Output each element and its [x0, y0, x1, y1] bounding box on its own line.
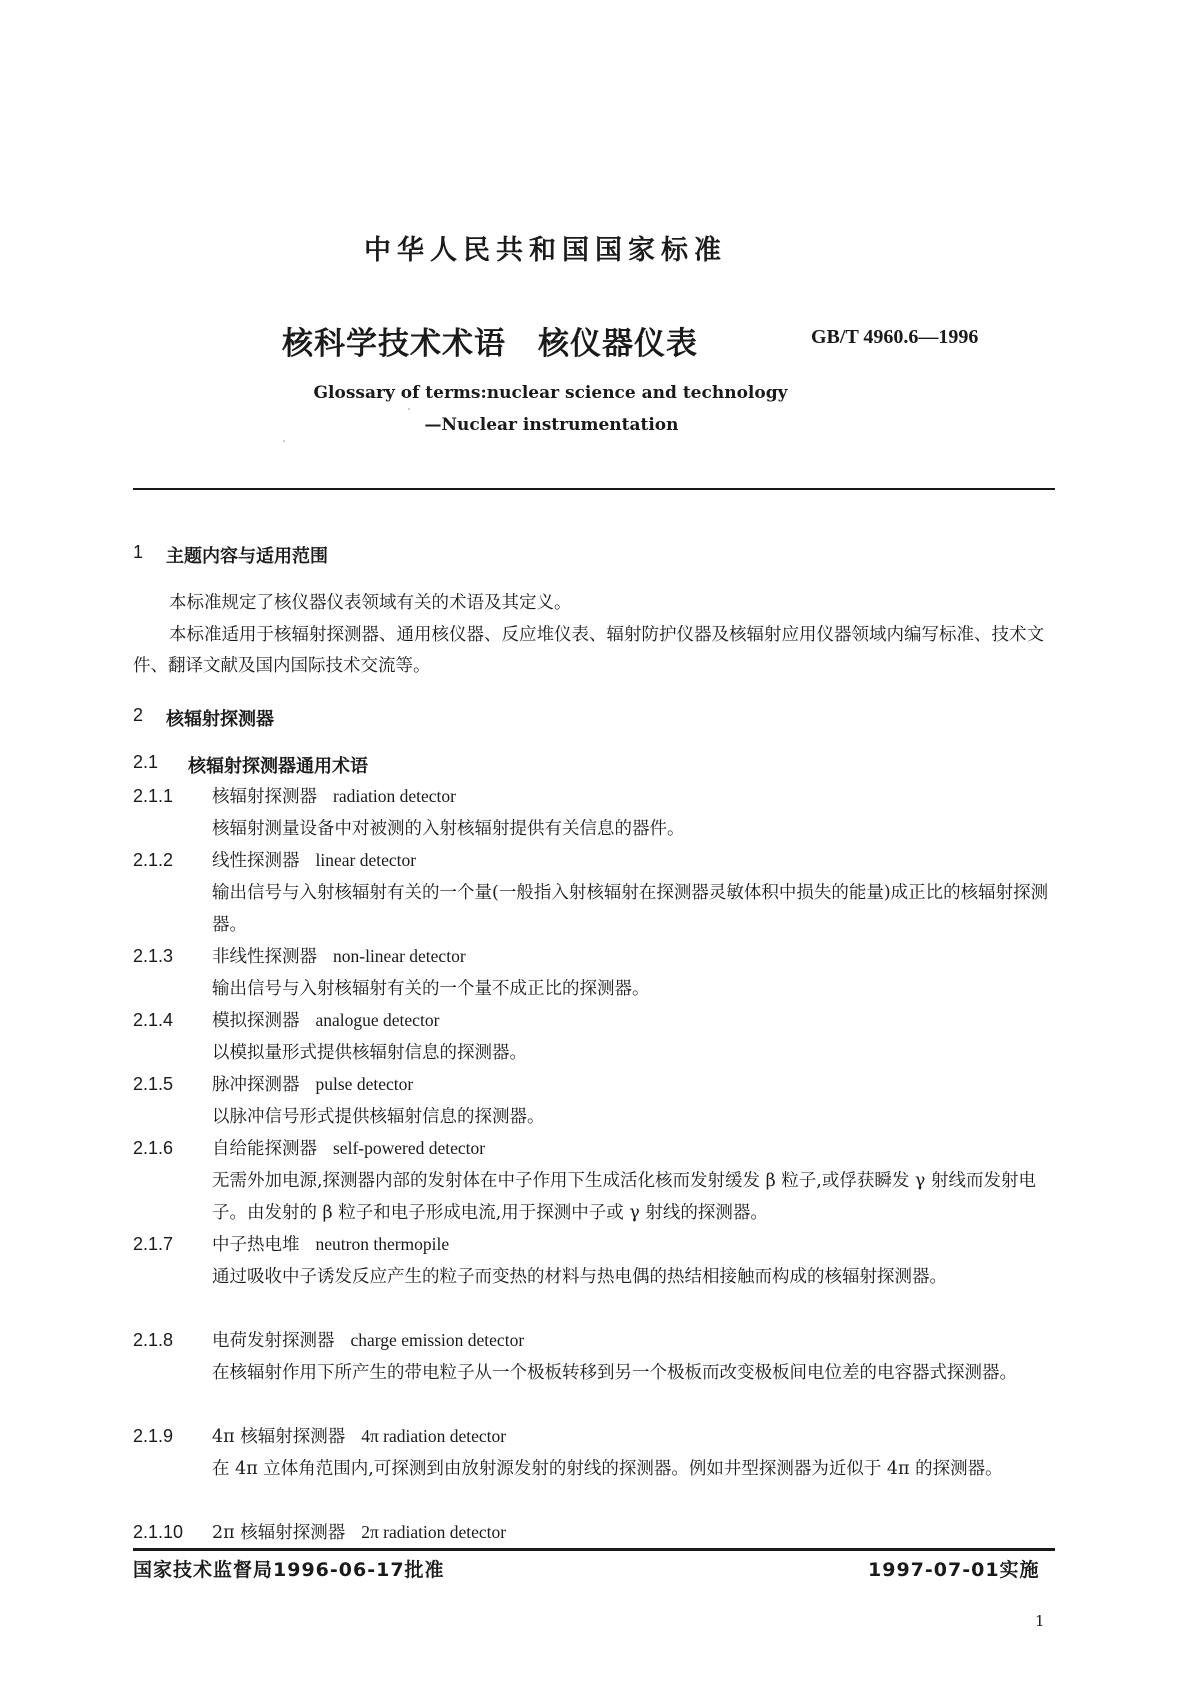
term-number: 2.1.1 — [133, 786, 174, 806]
section-title: 核辐射探测器 — [166, 709, 274, 730]
term-definition: 输出信号与入射核辐射有关的一个量不成正比的探测器。 — [212, 979, 650, 999]
term-cn: 脉冲探测器 — [212, 1075, 300, 1095]
paragraph: 本标准适用于核辐射探测器、通用核仪器、反应堆仪表、辐射防护仪器及核辐射应用仪器领域内编写标准、技术文件、翻译文献及国内国际技术交流等。 — [133, 625, 1044, 676]
document-title-en-line1: Glossary of terms:nuclear science and technology — [313, 383, 788, 403]
term-definition: 以脉冲信号形式提供核辐射信息的探测器。 — [212, 1107, 545, 1127]
term-cn: 模拟探测器 — [212, 1011, 300, 1031]
subsection-title: 核辐射探测器通用术语 — [188, 756, 368, 777]
term-definition: 核辐射测量设备中对被测的入射核辐射提供有关信息的器件。 — [212, 819, 685, 839]
term-entry — [133, 1327, 524, 1357]
term-entry — [133, 1519, 506, 1549]
term-number: 2.1.2 — [133, 850, 174, 870]
term-cn: 非线性探测器 — [212, 947, 317, 967]
term-definition: 以模拟量形式提供核辐射信息的探测器。 — [212, 1043, 527, 1063]
scan-speck — [283, 440, 285, 442]
term-number: 2.1.9 — [133, 1426, 174, 1446]
term-cn: 2π 核辐射探测器 — [212, 1523, 346, 1543]
term-definition: 输出信号与入射核辐射有关的一个量(一般指入射核辐射在探测器灵敏体积中损失的能量)成正比的核辐射探测器。 — [212, 883, 1049, 935]
term-cn: 核辐射探测器 — [212, 787, 317, 807]
header-divider — [133, 488, 1055, 490]
term-cn: 线性探测器 — [212, 851, 300, 871]
term-number: 2.1.3 — [133, 946, 174, 966]
term-number: 2.1.8 — [133, 1330, 174, 1350]
term-en: neutron thermopile — [315, 1234, 450, 1254]
term-en: linear detector — [315, 850, 417, 870]
term-entry — [133, 1007, 439, 1037]
term-en: charge emission detector — [350, 1330, 525, 1350]
term-number: 2.1.7 — [133, 1234, 174, 1254]
implementation-date: 1997-07-01实施 — [868, 1559, 1040, 1581]
term-cn: 中子热电堆 — [212, 1235, 300, 1255]
term-cn: 4π 核辐射探测器 — [212, 1427, 346, 1447]
term-en: self-powered detector — [333, 1138, 486, 1158]
term-definition: 在 4π 立体角范围内,可探测到由放射源发射的射线的探测器。例如井型探测器为近似于 4π 的探测器。 — [212, 1459, 1003, 1479]
term-entry — [133, 943, 466, 973]
scan-speck — [408, 408, 410, 410]
paragraph: 本标准规定了核仪器仪表领域有关的术语及其定义。 — [169, 593, 572, 613]
term-definition: 无需外加电源,探测器内部的发射体在中子作用下生成活化核而发射缓发 β 粒子,或俘获瞬发 γ 射线而发射电子。由发射的 β 粒子和电子形成电流,用于探测中子或 γ 射线的探测器。 — [212, 1171, 1036, 1223]
term-number: 2.1.6 — [133, 1138, 174, 1158]
term-entry — [133, 1423, 506, 1453]
national-standard-heading: 中华人民共和国国家标准 — [364, 235, 727, 266]
term-en: non-linear detector — [333, 946, 466, 966]
document-title-en-line2: —Nuclear instrumentation — [424, 415, 679, 435]
term-entry — [133, 1071, 413, 1101]
term-en: 4π radiation detector — [361, 1426, 507, 1446]
footer-divider — [133, 1548, 1055, 1551]
standard-number: GB/T 4960.6—1996 — [811, 326, 979, 348]
term-en: analogue detector — [315, 1010, 440, 1030]
term-entry — [133, 847, 416, 877]
section-number: 1 — [133, 542, 144, 562]
term-number: 2.1.5 — [133, 1074, 174, 1094]
document-title-cn: 核科学技术术语 核仪器仪表 — [282, 326, 698, 362]
term-cn: 电荷发射探测器 — [212, 1331, 335, 1351]
subsection-number: 2.1 — [133, 752, 159, 772]
term-en: pulse detector — [315, 1074, 414, 1094]
term-cn: 自给能探测器 — [212, 1139, 317, 1159]
term-entry — [133, 1135, 485, 1165]
term-en: 2π radiation detector — [361, 1522, 507, 1542]
term-en: radiation detector — [333, 786, 456, 806]
term-number: 2.1.10 — [133, 1522, 184, 1542]
term-entry — [133, 1231, 449, 1261]
term-definition: 在核辐射作用下所产生的带电粒子从一个极板转移到另一个极板而改变极板间电位差的电容器式探测器。 — [212, 1363, 1017, 1383]
term-definition: 通过吸收中子诱发反应产生的粒子而变热的材料与热电偶的热结相接触而构成的核辐射探测器。 — [212, 1267, 947, 1287]
section-title: 主题内容与适用范围 — [166, 546, 328, 567]
term-entry — [133, 783, 456, 813]
term-number: 2.1.4 — [133, 1010, 174, 1030]
page-number: 1 — [1035, 1612, 1045, 1630]
section-number: 2 — [133, 705, 144, 725]
approval-date: 国家技术监督局1996-06-17批准 — [133, 1559, 445, 1581]
